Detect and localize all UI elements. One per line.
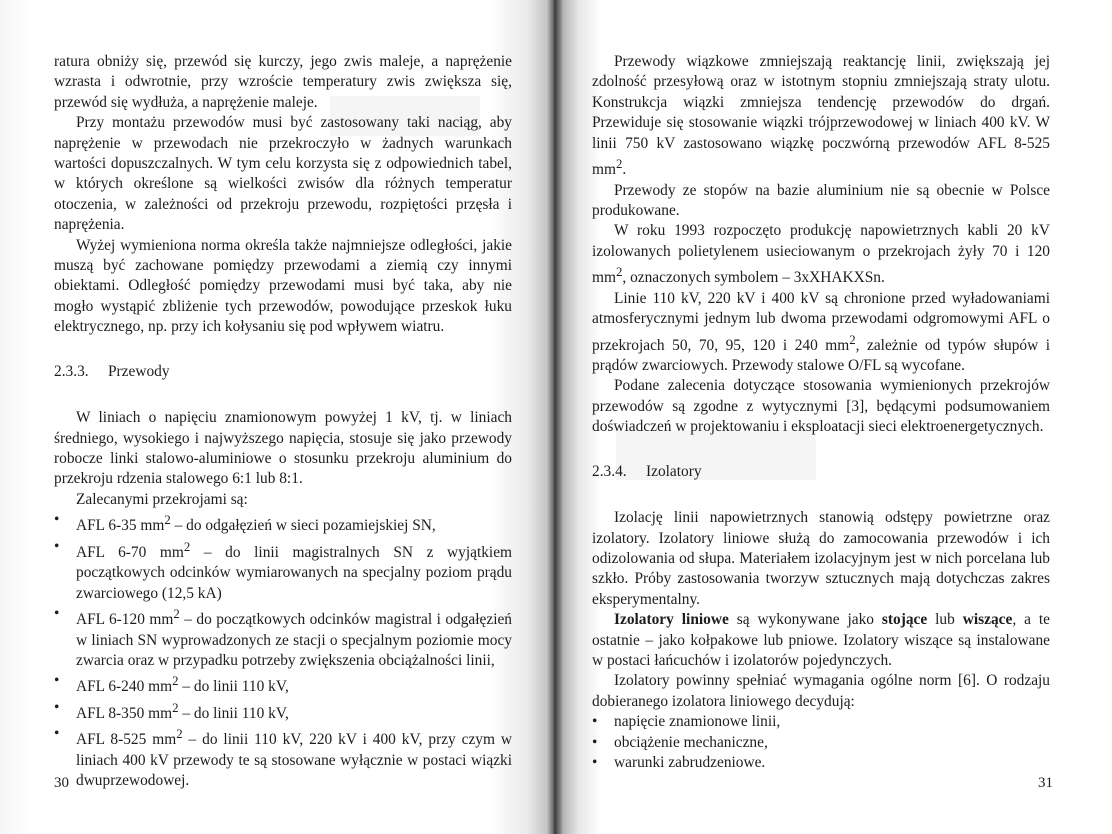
right-page (556, 0, 1112, 834)
section-heading (592, 462, 1050, 482)
paragraph: Izolatory powinny spełniać wymagania ogólne norm [6]. O rodzaju dobieranego izolatora liniowego decydują: (592, 672, 1050, 710)
list-item: • AFL 6-120 $mm^2$ – do początkowych odcinków magistral i odgałęzień w liniach SN wyprowadzonych ze stacji o specjalnym poziomie mocy zwarcia oraz w przypadku potrzeby zwiększenia obciążalności linii, (54, 605, 512, 669)
section-number: 2.3.3. (54, 362, 89, 380)
bullet-icon: • (54, 537, 60, 555)
insulator-criteria-list (592, 712, 1050, 773)
bullet-icon: • (592, 713, 598, 731)
list-item: • obciążenie mechaniczne, (592, 733, 1050, 753)
paragraph: Izolatory liniowe są wykonywane jako stojące lub wiszące, a te ostatnie – jako kołpakowe lub pniowe. Izolatory wiszące są instalowane w postaci łańcuchów i izolatorów pojedynczych. (592, 611, 1050, 669)
list-item: • napięcie znamionowe linii, (592, 712, 1050, 732)
section-number: 2.3.4. (592, 462, 627, 480)
book-spine (546, 0, 562, 834)
page-number: 31 (1038, 775, 1053, 791)
bullet-icon: • (54, 698, 60, 716)
paragraph: W liniach o napięciu znamionowym powyżej 1 kV, tj. w liniach średniego, wysokiego i najwyższego napięcia, stosuje się jako przewody robocze linki stalowo-aluminiowe o stosunku przekroju aluminium do przekroju rdzenia stalowego 6:1 lub 8:1. (54, 409, 512, 488)
list-item: • warunki zabrudzeniowe. (592, 753, 1050, 773)
bullet-icon: • (592, 753, 598, 771)
list-item: • AFL 6-35 $mm^2$ – do odgałęzień w sieci pozamiejskiej SN, (54, 511, 436, 535)
cross-section-list (54, 510, 512, 792)
bullet-icon: • (54, 605, 60, 622)
list-item: • AFL 6-70 $mm^2$ – do linii magistralnych SN z wyjątkiem początkowych odcinków wymiarowanych na specjalny poziom prądu zwarciowego (12,5 kA) (54, 537, 512, 602)
list-item: • AFL 8-525 $mm^2$ – do linii 110 kV, 220 kV i 400 kV, przy czym w liniach 400 kV przewody te są stosowane wyłącznie w postaci wiązki dwuprzewodowej. (54, 725, 512, 790)
paragraph: Przewody wiązkowe zmniejszają reaktancję linii, zwiększają jej zdolność przesyłową oraz w istotnym stopniu zmniejszają straty ulotu. Konstrukcja wiązki zmniejsza tendencję przewodów do drgań. Przewiduje się stosowanie wiązki trójprzewodowej w liniach 400 kV. W linii 750 kV zastosowano wiązkę poczwórną przewodów AFL 8-525 $mm^2$. (592, 53, 1050, 179)
list-item: • AFL 8-350 $mm^2$ – do linii 110 kV, (54, 698, 289, 722)
bullet-icon: • (54, 672, 60, 690)
bullet-icon: • (592, 733, 598, 751)
bold-term: Izolatory liniowe (614, 611, 729, 629)
bold-term: stojące (881, 611, 928, 629)
left-page-text (54, 52, 512, 792)
list-item: • AFL 6-240 $mm^2$ – do linii 110 kV, (54, 672, 289, 696)
paragraph: Podane zalecenia dotyczące stosowania wymienionych przekrojów przewodów są zgodne z wytycznymi [3], będącymi podsumowaniem doświadczeń w projektowaniu i eksploatacji sieci elektroenergetycznych. (592, 377, 1050, 436)
bold-term: wiszące (962, 611, 1013, 629)
paragraph: W roku 1993 rozpoczęto produkcję napowietrznych kabli 20 kV izolowanych polietylenem usieciowanym o przekrojach żyły 70 i 120 $mm^2$, oznaczonych symbolem – 3xXHAKXSn. (592, 222, 1050, 287)
paragraph: Linie 110 kV, 220 kV i 400 kV są chronione przed wyładowaniami atmosferycznymi jednym lub dwoma przewodami odgromowymi AFL o przekrojach 50, 70, 95, 120 i 240 $mm^2$, zależnie od typów słupów i prądów zwarciowych. Przewody stalowe O/FL są wycofane. (592, 289, 1051, 375)
paragraph: Zalecanymi przekrojami są: (76, 490, 248, 508)
paragraph: Wyżej wymieniona norma określa także najmniejsze odległości, jakie muszą być zachowane pomiędzy przewodami a ziemią czy innymi obiektami. Odległość pomiędzy przewodami musi być taka, aby nie mogło wystąpić zbliżenie tych przewodów, powodujące przeskok łuku elektrycznego, np. przy ich kołysaniu się pod wpływem wiatru. (54, 236, 512, 336)
page-number: 30 (54, 775, 69, 791)
section-title: Izolatory (646, 462, 702, 480)
paragraph: Izolację linii napowietrznych stanowią odstępy powietrzne oraz izolatory. Izolatory liniowe służą do zamocowania przewodów i ich odizolowania od słupa. Materiałem izolacyjnym jest w nich porcelana lub szkło. Próby zastosowania tworzyw sztucznych mają dotychczas zakres eksperymentalny. (592, 509, 1050, 608)
bullet-icon: • (54, 725, 60, 743)
bullet-icon: • (54, 511, 60, 529)
paragraph: Przewody ze stopów na bazie aluminium nie są obecnie w Polsce produkowane. (592, 181, 1050, 219)
paragraph: Przy montażu przewodów musi być zastosowany taki naciąg, aby naprężenie w przewodach nie przekroczyło w żadnych warunkach wartości dopuszczalnych. W tym celu korzysta się z odpowiednich tabel, w których określone są wielkości zwisów dla różnych temperatur otoczenia, w zależności od przekroju przewodu, rozpiętości przęsła i naprężenia. (54, 114, 512, 234)
section-title: Przewody (108, 362, 170, 380)
paragraph: ratura obniży się, przewód się kurczy, jego zwis maleje, a naprężenie wzrasta i odwrotnie, przy wzroście temperatury zwis zwiększa się, przewód się wydłuża, a naprężenie maleje. (54, 53, 512, 111)
section-heading (54, 362, 512, 382)
right-page-text (592, 52, 1050, 773)
